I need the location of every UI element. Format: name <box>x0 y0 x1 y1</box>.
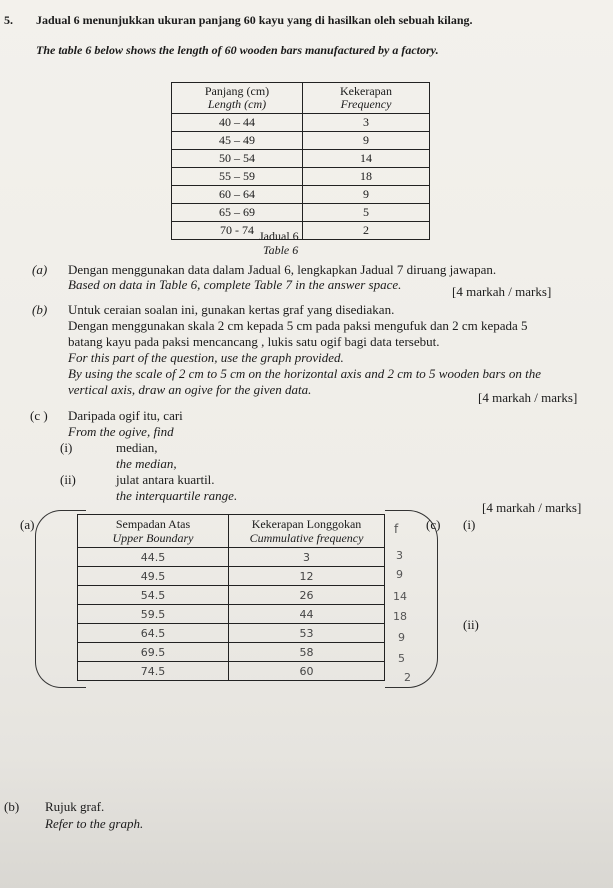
handwritten-frequency: 2 <box>404 671 411 684</box>
part-b-malay-3: batang kayu pada paksi mencancang , lukis satu ogif bagi data tersebut. <box>68 334 440 349</box>
handwritten-frequency: 9 <box>396 568 403 581</box>
answer-b-malay: Rujuk graf. <box>45 799 105 814</box>
handwritten-f: f <box>394 522 399 536</box>
table-row: 44.5 3 <box>78 548 385 567</box>
answer-c-ii-label: (ii) <box>463 617 479 632</box>
part-c-i-malay: median, <box>116 440 158 455</box>
table-row: 65 – 69 5 <box>172 204 430 222</box>
part-b-marks: [4 markah / marks] <box>478 390 578 405</box>
table-row: 49.5 12 <box>78 567 385 586</box>
part-c-ii-english: the interquartile range. <box>116 488 238 503</box>
table-row: 69.5 58 <box>78 643 385 662</box>
intro-english: The table 6 below shows the length of 60 wooden bars manufactured by a factory. <box>36 43 439 57</box>
part-c-ii-label: (ii) <box>60 472 76 487</box>
part-a-marks: [4 markah / marks] <box>452 284 552 299</box>
table-row: 54.5 26 <box>78 586 385 605</box>
answer-b-label: (b) <box>4 799 20 814</box>
table-row: 60 – 64 9 <box>172 186 430 204</box>
part-c-i-label: (i) <box>60 440 73 455</box>
part-a-english: Based on data in Table 6, complete Table 7 in the answer space. <box>68 277 402 292</box>
table-row: 70 - 74 2 <box>172 222 430 240</box>
part-b-label: (b) <box>32 302 48 317</box>
handwritten-frequency: 14 <box>393 590 407 603</box>
table6-header-frequency: Kekerapan Frequency <box>303 83 430 114</box>
answer-a-label: (a) <box>20 517 35 532</box>
part-c-i-english: the median, <box>116 456 177 471</box>
table6-caption-english: Table 6 <box>263 243 299 257</box>
table-row: 45 – 49 9 <box>172 132 430 150</box>
part-a-label: (a) <box>32 262 48 277</box>
answer-c-label: (c) <box>426 517 441 532</box>
table-row: 64.5 53 <box>78 624 385 643</box>
answer-c-i-label: (i) <box>463 517 476 532</box>
table-row: 50 – 54 14 <box>172 150 430 168</box>
part-c-label: (c ) <box>30 408 48 423</box>
question-number: 5. <box>4 13 13 27</box>
handwritten-frequency: 5 <box>398 652 405 665</box>
part-b-english-1: For this part of the question, use the graph provided. <box>68 350 344 365</box>
part-b-malay-1: Untuk ceraian soalan ini, gunakan kertas graf yang disediakan. <box>68 302 395 317</box>
part-c-malay: Daripada ogif itu, cari <box>68 408 183 423</box>
handwritten-frequency: 18 <box>393 610 407 623</box>
part-b-malay-2: Dengan menggunakan skala 2 cm kepada 5 cm pada paksi mengufuk dan 2 cm kepada 5 <box>68 318 528 333</box>
table-row: 40 – 44 3 <box>172 114 430 132</box>
part-c-marks: [4 markah / marks] <box>482 500 582 515</box>
part-c-ii-malay: julat antara kuartil. <box>116 472 215 487</box>
part-b-english-2: By using the scale of 2 cm to 5 cm on the horizontal axis and 2 cm to 5 wooden bars on the <box>68 366 542 381</box>
part-c-english: From the ogive, find <box>68 424 174 439</box>
handwritten-frequency: 3 <box>396 549 403 562</box>
table7-header-boundary: Sempadan Atas Upper Boundary <box>78 515 229 548</box>
table-6 <box>171 82 430 240</box>
table-row: 59.5 44 <box>78 605 385 624</box>
table-row: 74.5 60 <box>78 662 385 681</box>
table-row: 55 – 59 18 <box>172 168 430 186</box>
table7-header-cumulative: Kekerapan Longgokan Cummulative frequency <box>229 515 385 548</box>
part-b-english-3: vertical axis, draw an ogive for the given data. <box>68 382 312 397</box>
intro-malay: Jadual 6 menunjukkan ukuran panjang 60 kayu yang di hasilkan oleh sebuah kilang. <box>36 13 473 27</box>
table6-caption-malay: Jadual 6 <box>259 229 299 243</box>
table6-header-length: Panjang (cm) Length (cm) <box>172 83 303 114</box>
answer-b-english: Refer to the graph. <box>45 816 144 831</box>
table-7 <box>77 514 385 681</box>
handwritten-frequency: 9 <box>398 631 405 644</box>
part-a-malay: Dengan menggunakan data dalam Jadual 6, lengkapkan Jadual 7 diruang jawapan. <box>68 262 497 277</box>
